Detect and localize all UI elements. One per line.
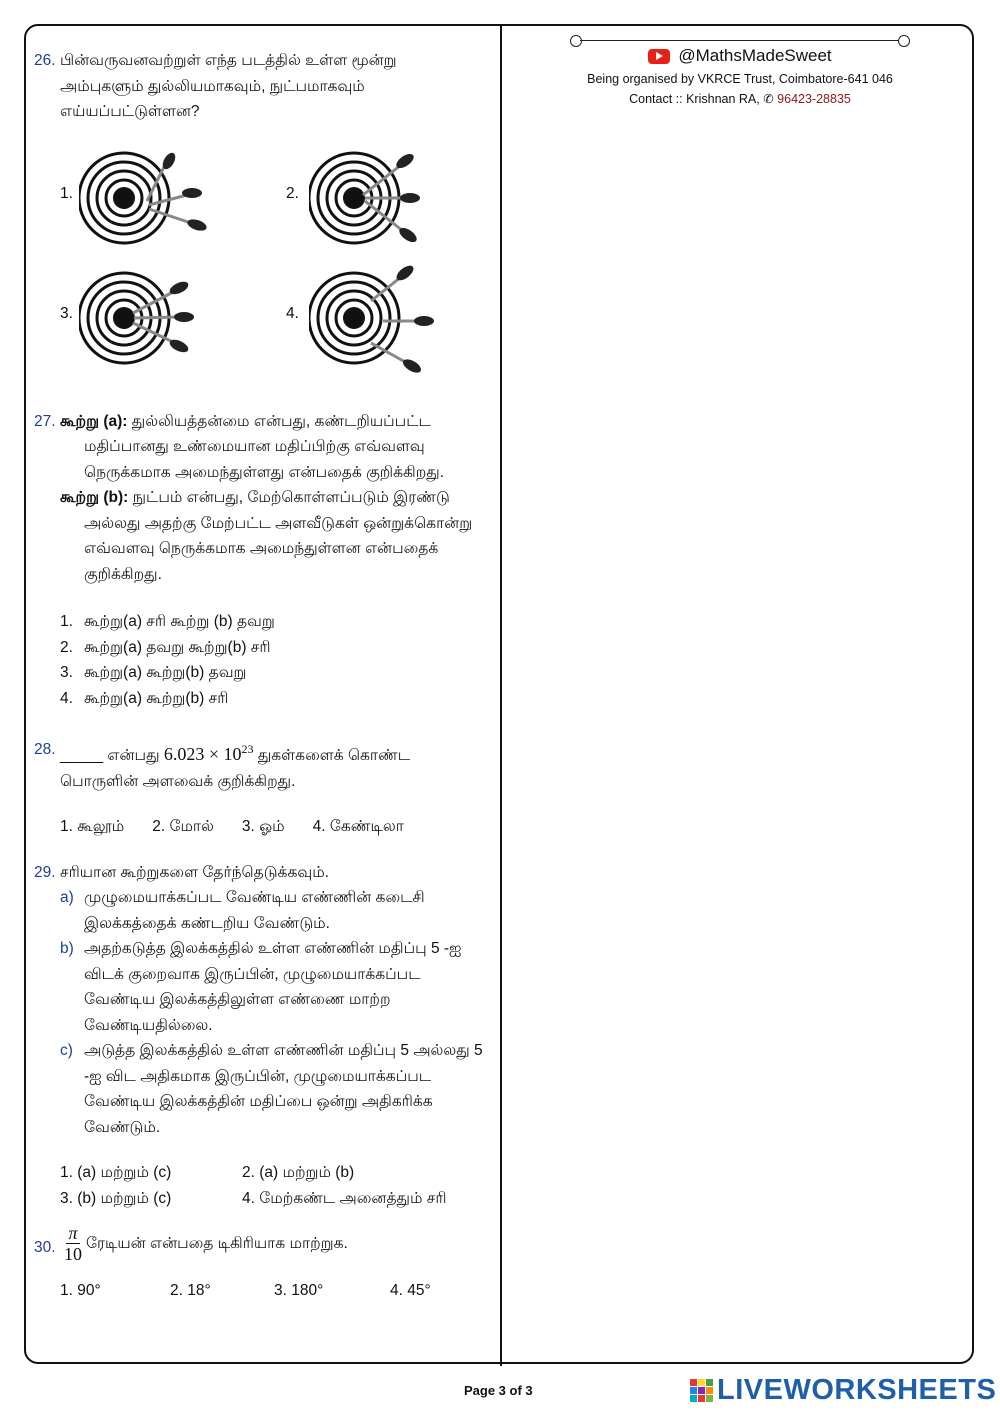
question-29: [34, 860, 484, 1141]
contact-line: Contact :: Krishnan RA, ✆ 96423-28835: [629, 91, 851, 106]
option[interactable]: 2. கூற்று(a) தவறு கூற்று(b) சரி: [60, 638, 271, 656]
channel-link[interactable]: [648, 46, 831, 66]
q28-options: [60, 814, 484, 840]
question-text: _____ என்பது $6.023 \times 10^{23}$ துகள்களைக் கொண்ட பொருளின் அளவைக் குறிக்கிறது.: [60, 742, 411, 790]
q30-options: [60, 1278, 484, 1304]
option[interactable]: 1. (a) மற்றும் (c): [60, 1164, 172, 1181]
target-3-image[interactable]: [79, 263, 209, 373]
question-number: 27.: [34, 412, 56, 430]
organiser-text: Being organised by VKRCE Trust, Coimbatore-641 046: [587, 71, 893, 86]
question-text: பின்வருவனவற்றுள் எந்த படத்தில் உள்ள மூன்று அம்புகளும் துல்லியமாகவும், நுட்பமாகவும் எய்யப்பட்டுள்ளன?: [60, 52, 397, 120]
question-28: [34, 737, 484, 794]
channel-name: @MathsMadeSweet: [678, 46, 832, 65]
target-2-image[interactable]: [309, 143, 439, 253]
avogadro-number: $6.023 \times 10^{23}$: [163, 742, 254, 764]
column-divider: [500, 24, 502, 1366]
page-number: Page 3 of 3: [464, 1383, 533, 1398]
statement-b: கூற்று (b): நுட்பம் என்பது, மேற்கொள்ளப்படும் இரண்டு அல்லது அதற்கு மேற்பட்ட அளவீடுகள் ஒன்றுக்கொன்று எவ்வளவு நெருக்கமாக அமைந்துள்ளன என்பதைக் குறிக்கிறது.: [60, 489, 473, 583]
option-label: 1.: [60, 184, 73, 202]
target-images: [34, 143, 484, 383]
question-number: 28.: [34, 741, 56, 758]
option[interactable]: 1. 90°: [60, 1282, 101, 1299]
q29-options: [60, 1160, 484, 1211]
statement-item: a) முழுமையாக்கப்பட வேண்டிய எண்ணின் கடைசி இலக்கத்தைக் கண்டறிய வேண்டும்.: [60, 889, 425, 932]
question-30: [34, 1223, 484, 1264]
header-rule: [550, 34, 930, 48]
option[interactable]: 3. (b) மற்றும் (c): [60, 1189, 172, 1207]
option[interactable]: 1. கூலூம்: [60, 818, 125, 835]
liveworksheets-logo[interactable]: [690, 1374, 996, 1407]
header: [540, 34, 940, 109]
question-number: 26.: [34, 52, 56, 69]
youtube-icon: [648, 49, 670, 64]
pi-over-10: $\frac{\pi}{10}$: [64, 1223, 82, 1264]
target-4-image[interactable]: [309, 263, 439, 373]
option-label: 4.: [286, 304, 299, 322]
option-label: 3.: [60, 304, 73, 322]
answer-blank[interactable]: _____: [60, 747, 104, 764]
option[interactable]: 1. கூற்று(a) சரி கூற்று (b) தவறு: [60, 613, 275, 630]
question-text: சரியான கூற்றுகளை தேர்ந்தெடுக்கவும்.: [60, 863, 329, 881]
question-27: [34, 409, 484, 588]
option-label: 2.: [286, 184, 299, 202]
option[interactable]: 3. ஓம்: [241, 818, 285, 835]
statement-item: b) அதற்கடுத்த இலக்கத்தில் உள்ள எண்ணின் மதிப்பு 5 -ஐ விடக் குறைவாக இருப்பின், முழுமையாக்கப்பட வேண்டிய இலக்கத்திலுள்ள எண்ணை மாற்ற வேண்டியதில்லை.: [60, 940, 462, 1034]
question-26: [34, 48, 484, 125]
option[interactable]: 3. 180°: [274, 1282, 324, 1299]
option[interactable]: 2. மோல்: [152, 818, 214, 835]
brand-name: LIVEWORKSHEETS: [717, 1374, 997, 1406]
option[interactable]: 4. கேண்டிலா: [312, 818, 404, 835]
option[interactable]: 2. 18°: [170, 1282, 211, 1299]
option[interactable]: 3. கூற்று(a) கூற்று(b) தவறு: [60, 664, 247, 681]
option[interactable]: 4. மேற்கண்ட அனைத்தும் சரி: [242, 1189, 447, 1207]
option[interactable]: 2. (a) மற்றும் (b): [242, 1164, 355, 1181]
phone-number: 96423-28835: [777, 91, 851, 106]
statement-item: c) அடுத்த இலக்கத்தில் உள்ள எண்ணின் மதிப்பு 5 அல்லது 5 -ஐ விட அதிகமாக இருப்பின், முழுமையாக்கப்பட வேண்டிய இலக்கத்தின் மதிப்பை ஒன்று அதிகரிக்க வேண்டும்.: [60, 1042, 483, 1136]
question-column: [34, 48, 484, 1304]
statement-a: கூற்று (a): துல்லியத்தன்மை என்பது, கண்டறியப்பட்ட மதிப்பானது உண்மையான மதிப்பிற்கு எவ்வளவு நெருக்கமாக அமைந்துள்ளது என்பதைக் குறிக்கிறது.: [60, 412, 445, 481]
question-number: 30.: [34, 1239, 56, 1256]
target-1-image[interactable]: [79, 143, 209, 253]
question-text: ரேடியன் என்பதை டிகிரியாக மாற்றுக.: [86, 1234, 348, 1252]
liveworksheets-icon: [690, 1379, 713, 1402]
question-number: 29.: [34, 863, 56, 881]
option[interactable]: 4. 45°: [390, 1282, 431, 1299]
q27-options: [60, 609, 484, 711]
option[interactable]: 4. கூற்று(a) கூற்று(b) சரி: [60, 689, 229, 707]
